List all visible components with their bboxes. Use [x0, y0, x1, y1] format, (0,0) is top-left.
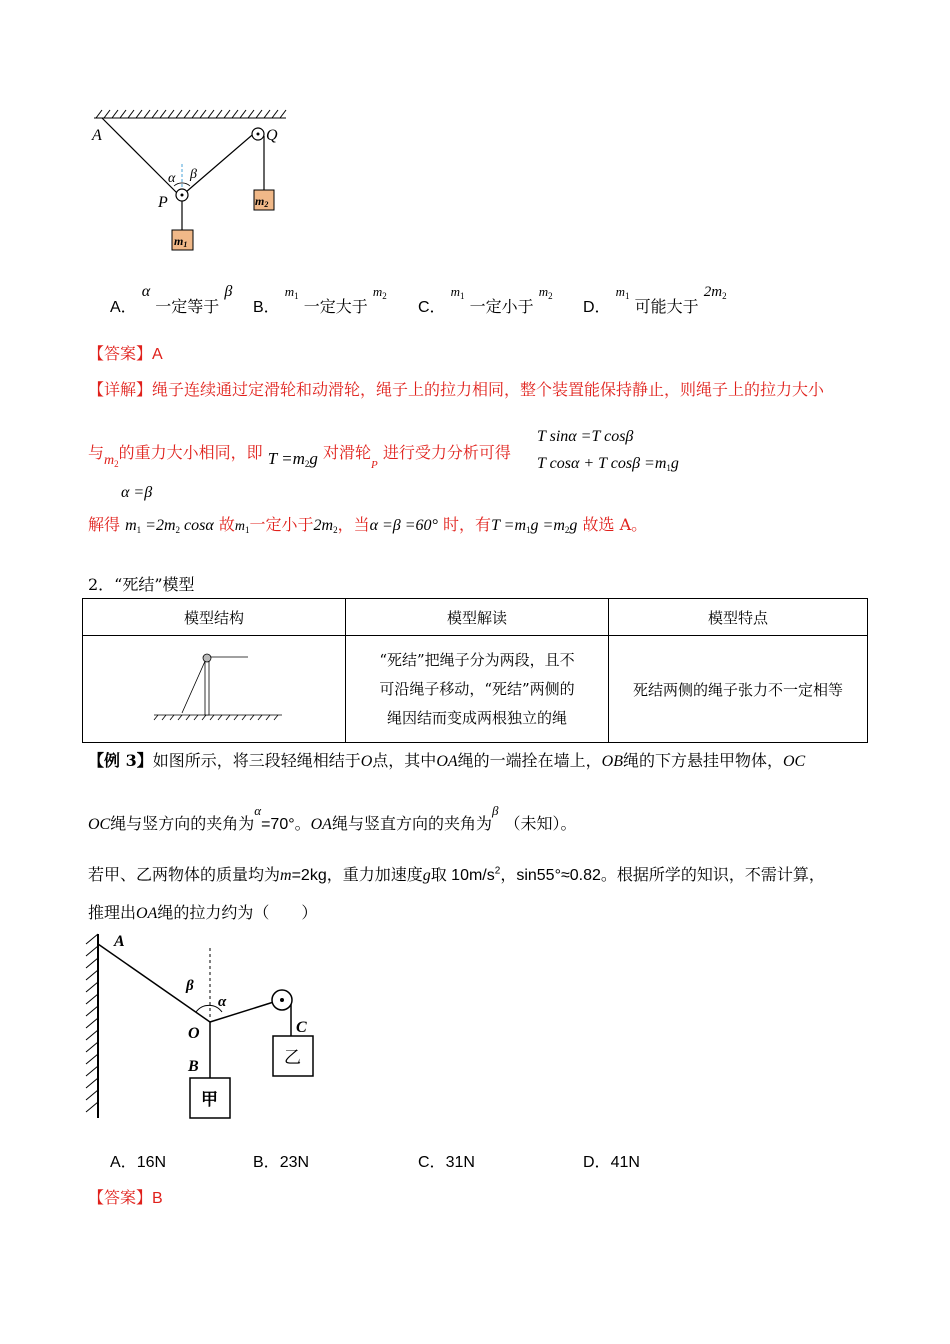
label-m1: m1	[174, 234, 188, 249]
example3-line3: 若甲、乙两物体的质量均为m=2kg，重力加速度g取 $10m/s^2$，sin55°≈0.82。根据所学的知识，不需计算，	[88, 865, 825, 884]
cell-structure-diagram	[83, 636, 346, 743]
q3-option-c[interactable]: C．31N	[418, 1154, 475, 1171]
label-m2: m2	[255, 194, 269, 209]
fig2-label-beta: β	[186, 978, 194, 994]
label-alpha: α	[168, 171, 176, 186]
q1-detail-line4: 解得 $m_1 =2m_2$ cosα 故$m_1$一定小于$2m_2$，当α =β =60° 时，有$T =m_1g =m_2g$ 故选 A。	[88, 515, 648, 535]
q1-option-c[interactable]: C． $^{m_1}$ 一定小于 $^{m_2}$	[418, 284, 553, 316]
box-jia-label: 甲	[201, 1090, 218, 1110]
q1-detail-line2: 与$m_2$的重力大小相同，即 $T =m_2g$ 对滑轮$_P$ 进行受力分析可得	[88, 443, 511, 471]
header-interpretation: 模型解读	[346, 599, 609, 636]
q1-option-a[interactable]: A． α 一定等于 β	[110, 283, 233, 316]
dead-knot-diagram	[144, 647, 284, 727]
label-A: A	[92, 127, 102, 144]
q3-option-d[interactable]: D．41N	[583, 1154, 640, 1171]
label-beta: β	[190, 167, 197, 182]
example3-line1: 【例 3】如图所示，将三段轻绳相结于O点，其中OA绳的一端拴在墙上，OB绳的下方悬挂甲物体，OC	[88, 751, 806, 770]
header-feature: 模型特点	[609, 599, 868, 636]
label-Q: Q	[266, 127, 278, 144]
fig2-label-A: A	[114, 933, 125, 950]
model-table	[82, 598, 868, 743]
q1-equation-alpha-beta: α =β	[121, 484, 153, 501]
example3-line4: 推理出OA绳的拉力约为（ ）	[88, 903, 318, 922]
box-yi-label: 乙	[284, 1048, 301, 1068]
fig2-label-O: O	[188, 1025, 200, 1042]
q1-option-b[interactable]: B． $^{m_1}$ 一定大于 $^{m_2}$	[253, 284, 387, 316]
figure-pulley-system	[86, 106, 296, 256]
q1-option-d[interactable]: D． $^{m_1}$ 可能大于 $2m_2$	[583, 284, 727, 316]
fig2-label-alpha: α	[218, 994, 227, 1010]
figure-dead-knot	[84, 928, 324, 1124]
cell-feature: 死结两侧的绳子张力不一定相等	[609, 636, 868, 743]
q1-detail-line1: 【详解】绳子连续通过定滑轮和动滑轮，绳子上的拉力相同，整个装置能保持静止，则绳子上的拉力大小	[88, 380, 825, 399]
example3-line2: OC绳与竖方向的夹角为$^\alpha$=70°。OA绳与竖直方向的夹角为$^\beta$（未知）。	[88, 803, 577, 833]
q3-option-b[interactable]: B．23N	[253, 1154, 310, 1171]
q1-answer: 【答案】A	[88, 344, 163, 363]
header-structure: 模型结构	[83, 599, 346, 636]
q3-answer: 【答案】B	[88, 1188, 163, 1207]
label-P: P	[158, 194, 168, 211]
fig2-label-C: C	[296, 1019, 307, 1036]
fig2-label-B: B	[188, 1058, 199, 1075]
q3-option-a[interactable]: A．16N	[110, 1154, 167, 1171]
section-title: 2．“死结”模型	[88, 575, 195, 594]
q1-equation-system: T sinα =T cosβ T cosα + T $\cos\beta =m_1g$	[537, 428, 679, 473]
cell-interpretation: “死结”把绳子分为两段，且不 可沿绳子移动，“死结”两侧的 绳因结而变成两根独立的绳	[346, 636, 609, 743]
